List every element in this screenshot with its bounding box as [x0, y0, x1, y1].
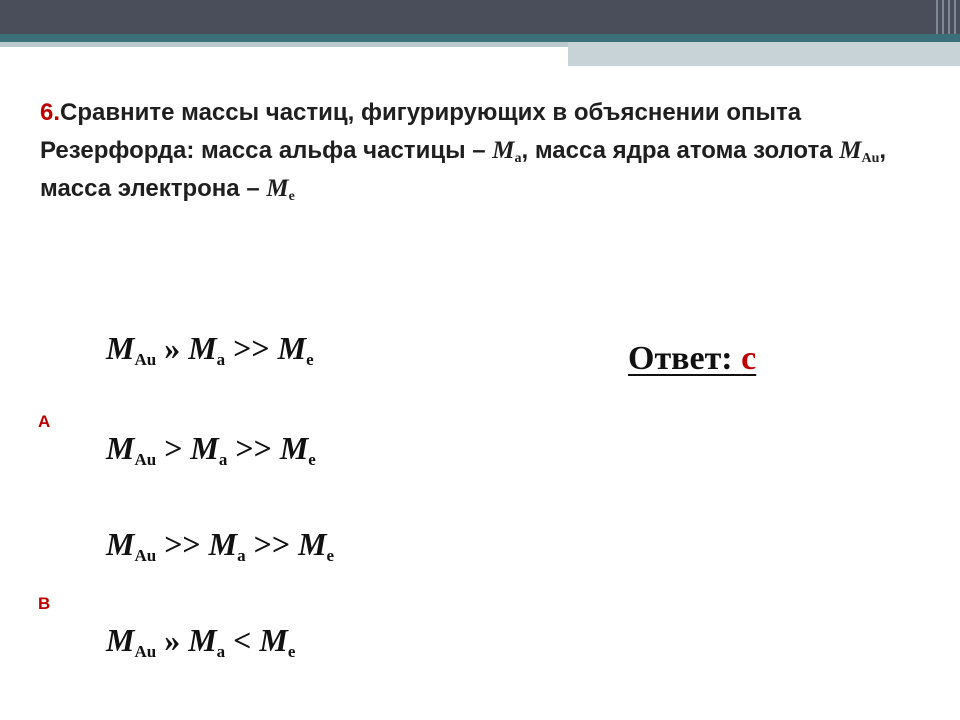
header-band-teal: [0, 34, 960, 42]
option-2-letter: А: [38, 412, 51, 431]
option-2-operator-1: >: [156, 430, 191, 466]
option-3-term-c-sub: e: [326, 546, 335, 565]
option-4-term-a-sub: Au: [134, 642, 157, 661]
question-number: 6.: [40, 99, 61, 126]
answer-label: Ответ:: [628, 340, 742, 377]
option-4-term-b: M: [188, 622, 217, 658]
symbol-m-gold: M: [839, 137, 862, 164]
symbol-m-electron: M: [266, 175, 289, 202]
option-2-operator-2: >>: [227, 430, 280, 466]
option-3-term-c: M: [298, 526, 327, 562]
question-part-3: , масса электрона –: [40, 137, 887, 202]
option-4-term-c: M: [259, 622, 288, 658]
option-3-operator-1: >>: [156, 526, 209, 562]
header-bar: [0, 0, 960, 34]
option-3-operator-2: >>: [245, 526, 299, 562]
answer-value: с: [741, 340, 757, 377]
option-3-term-a: M: [106, 526, 135, 562]
option-2-term-a-sub: Au: [134, 450, 157, 469]
header-band-light-right: [568, 42, 960, 66]
option-1-term-b: M: [188, 330, 217, 366]
option-4-term-b-sub: a: [216, 642, 226, 661]
option-3-term-a-sub: Au: [134, 546, 157, 565]
option-4-operator-2: <: [225, 622, 260, 658]
option-2-term-c-sub: e: [308, 450, 316, 469]
answer: [628, 340, 756, 378]
option-2-term-b-sub: a: [218, 450, 228, 469]
symbol-m-alpha-sub: a: [514, 151, 522, 166]
option-1-term-a: M: [106, 330, 135, 366]
option-2: [106, 430, 316, 467]
option-3-term-b-sub: a: [237, 546, 246, 565]
option-1-operator-1: »: [156, 330, 189, 366]
option-1-term-b-sub: a: [216, 350, 226, 369]
option-4-letter: В: [38, 594, 51, 613]
option-3-term-b: M: [208, 526, 238, 562]
option-1-term-c-sub: e: [306, 350, 314, 369]
option-2-term-b: M: [190, 430, 219, 466]
option-3: [106, 526, 334, 563]
question-text: [40, 94, 920, 208]
option-1-term-c: M: [277, 330, 307, 366]
option-4: [106, 622, 295, 659]
option-1: [106, 330, 314, 367]
symbol-m-electron-sub: e: [288, 189, 295, 204]
symbol-m-alpha: M: [492, 137, 515, 164]
option-4-operator-1: »: [156, 622, 189, 658]
option-1-term-a-sub: Au: [134, 350, 157, 369]
option-1-operator-2: >>: [225, 330, 278, 366]
question-part-1: Сравните массы частиц, фигурирующих в объяснении опыта Резерфорда: масса альфа частицы –: [40, 99, 802, 164]
question-part-2: , масса ядра атома золота: [521, 137, 840, 164]
symbol-m-gold-sub: Au: [861, 151, 880, 166]
option-4-term-c-sub: e: [287, 642, 296, 661]
option-2-term-c: M: [279, 430, 309, 466]
header-band-light-left: [0, 42, 568, 47]
option-4-term-a: M: [106, 622, 135, 658]
option-2-term-a: M: [106, 430, 135, 466]
